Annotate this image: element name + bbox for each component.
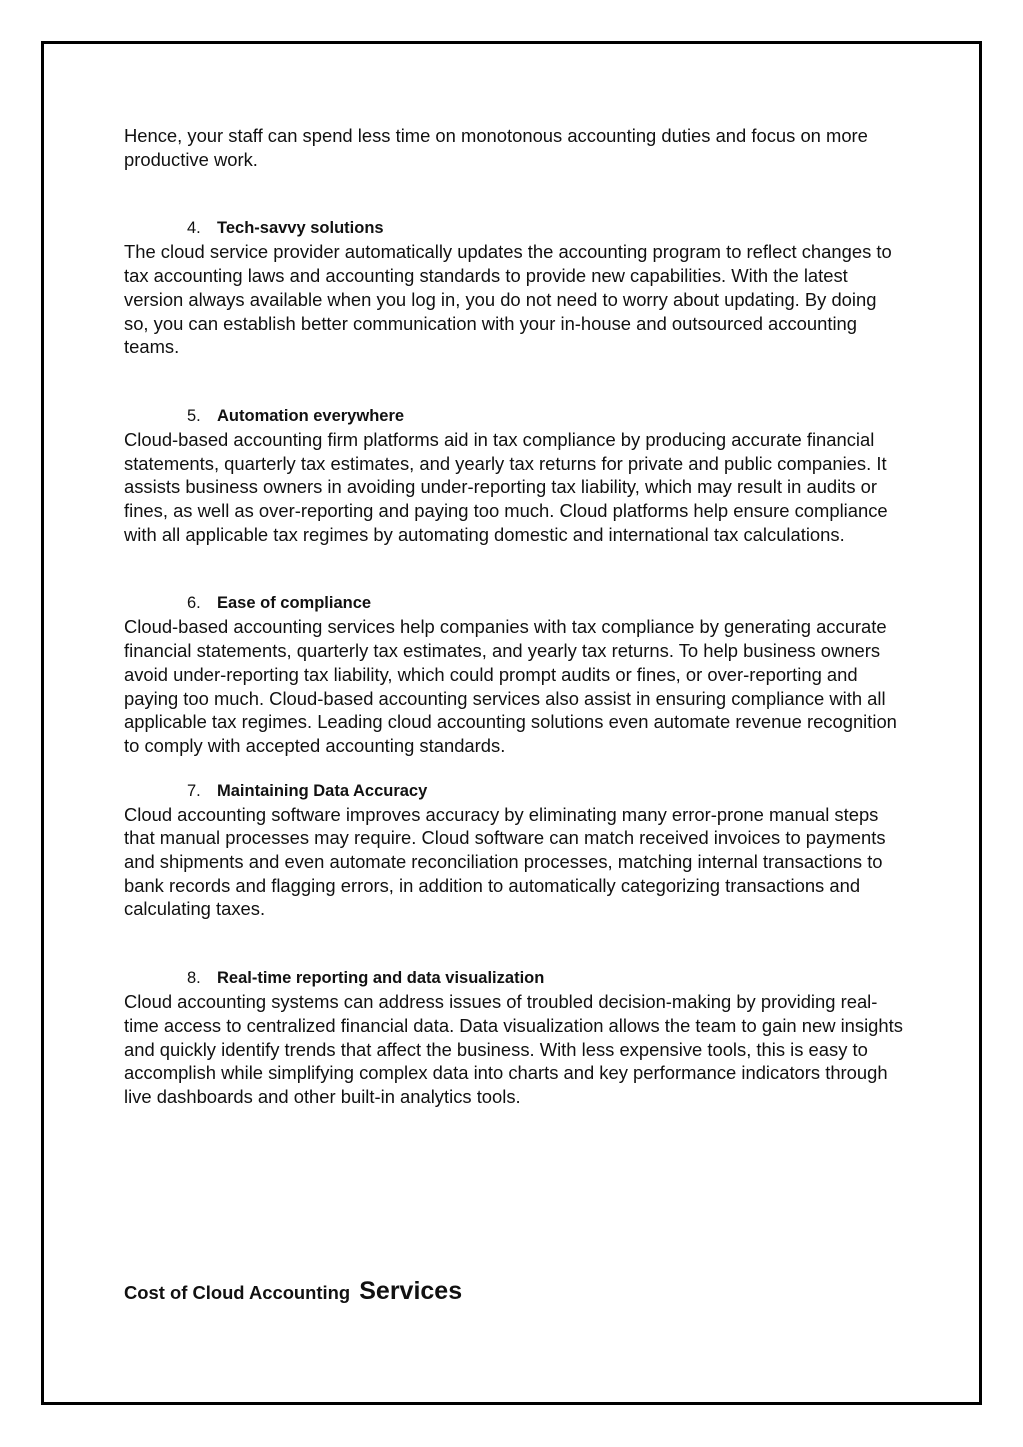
section-title: Ease of compliance	[217, 594, 372, 613]
section-heading	[124, 592, 904, 615]
closing-heading	[124, 1276, 462, 1308]
document-body	[124, 124, 904, 1109]
section-heading	[124, 405, 904, 428]
section-title: Real-time reporting and data visualization	[217, 969, 545, 988]
section-number: 4.	[187, 219, 201, 238]
section-number: 7.	[187, 781, 201, 800]
section-title: Tech-savvy solutions	[217, 219, 384, 238]
section-body: Cloud-based accounting services help companies with tax compliance by generating accurate financial statements, quarterly tax estimates, and yearly tax returns. To help business owners avoid under-reporting tax liability, which could prompt audits or fines, or over-reporting and paying too much. Cloud-based accounting services also assist in ensuring compliance with all applicable tax regimes. Leading cloud accounting solutions even automate revenue recognition to comply with accepted accounting standards.	[124, 616, 897, 756]
intro-paragraph: Hence, your staff can spend less time on monotonous accounting duties and focus on more productive work.	[124, 125, 868, 170]
spacer	[124, 546, 904, 592]
section-tech-savvy	[124, 217, 904, 359]
section-real-time-reporting	[124, 967, 904, 1109]
spacer	[124, 171, 904, 217]
section-automation	[124, 405, 904, 547]
section-body: Cloud accounting software improves accuracy by eliminating many error-prone manual steps that manual processes may require. Cloud software can match received invoices to payments and shipments and even automate reconciliation processes, matching internal transactions to bank records and flagging errors, in addition to automatically categorizing transactions and calculating taxes.	[124, 803, 886, 920]
section-title: Maintaining Data Accuracy	[217, 781, 428, 800]
section-data-accuracy	[124, 780, 904, 922]
section-heading	[124, 967, 904, 990]
section-body: Cloud accounting systems can address issues of troubled decision-making by providing real-time access to centralized financial data. Data visualization allows the team to gain new insights and quickly identify trends that affect the business. With less expensive tools, this is easy to accomplish while simplifying complex data into charts and key performance indicators through live dashboards and other built-in analytics tools.	[124, 991, 903, 1107]
closing-heading-part2: Services	[359, 1277, 463, 1305]
section-number: 8.	[187, 969, 201, 988]
section-number: 5.	[187, 406, 201, 425]
closing-heading-part1: Cost of Cloud Accounting	[124, 1282, 351, 1303]
section-body: Cloud-based accounting firm platforms aid in tax compliance by producing accurate financial statements, quarterly tax estimates, and yearly tax returns for private and public companies. It assists business owners in avoiding under-reporting tax liability, which may result in audits or fines, as well as over-reporting and paying too much. Cloud platforms help ensure compliance with all applicable tax regimes by automating domestic and international tax calculations.	[124, 428, 888, 545]
section-body: The cloud service provider automatically updates the accounting program to reflect changes to tax accounting laws and accounting standards to provide new capabilities. With the latest version always available when you log in, you do not need to worry about updating. By doing so, you can establish better communication with your in-house and outsourced accounting teams.	[124, 241, 892, 358]
section-title: Automation everywhere	[217, 406, 405, 425]
section-heading	[124, 217, 904, 240]
spacer	[124, 921, 904, 967]
spacer	[124, 758, 904, 780]
section-number: 6.	[187, 594, 201, 613]
section-compliance	[124, 592, 904, 757]
spacer	[124, 359, 904, 405]
section-heading	[124, 780, 904, 803]
